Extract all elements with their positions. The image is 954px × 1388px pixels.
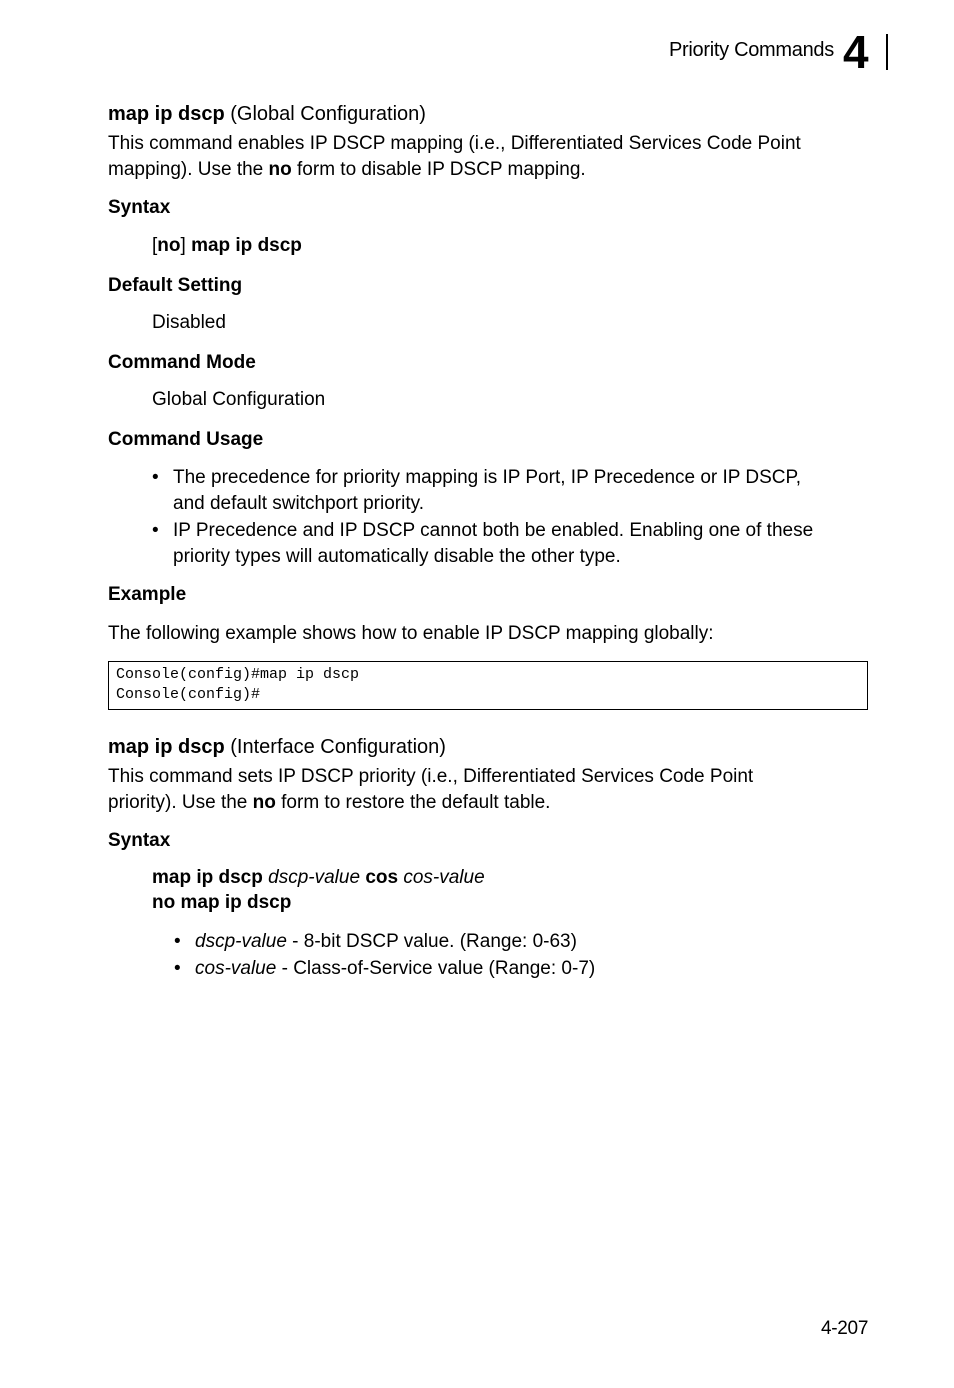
description-line-1: This command sets IP DSCP priority (i.e., Differentiated Services Code Point [108,766,754,787]
command-usage-label: Command Usage [108,429,264,450]
section-heading-global [108,103,426,126]
syntax-label: Syntax [108,830,171,851]
description-line-2: priority). Use the no form to restore the default table. [108,791,551,813]
usage-item-line: and default switchport priority. [173,492,424,514]
code-line: Console(config)# [116,686,261,703]
parameter-description: - 8-bit DSCP value. (Range: 0-63) [286,931,577,952]
parameter-list-item [174,929,874,955]
parameter-description: - Class-of-Service value (Range: 0-7) [276,958,596,979]
usage-item-line: priority types will automatically disable the other type. [173,545,621,567]
running-header-title: Priority Commands [669,39,834,61]
usage-item-line: The precedence for priority mapping is IP Port, IP Precedence or IP DSCP, [173,467,802,488]
heading-command: map ip dscp [108,736,225,758]
example-label: Example [108,584,187,605]
section-description-global [108,131,888,182]
parameter-name: cos-value [195,958,277,979]
page-number: 4-207 [821,1318,869,1339]
bullet-glyph: • [152,520,159,541]
chapter-divider [886,34,888,70]
section-description-interface [108,764,888,815]
code-example-box [108,661,868,710]
usage-list-item [152,518,872,570]
parameter-list-item [174,956,874,982]
bullet-glyph: • [152,467,159,488]
bullet-glyph: • [174,931,181,952]
command-mode-label: Command Mode [108,352,256,373]
heading-mode: (Global Configuration) [230,103,426,125]
bullet-glyph: • [174,958,181,979]
heading-command: map ip dscp [108,103,225,125]
default-setting-value: Disabled [152,312,226,333]
default-setting-label: Default Setting [108,275,243,296]
description-line-1: This command enables IP DSCP mapping (i.e., Differentiated Services Code Point [108,133,801,154]
syntax-line: [no] map ip dscp [152,235,302,256]
parameter-name: dscp-value [195,931,287,952]
description-line-2: mapping). Use the no form to disable IP DSCP mapping. [108,158,586,180]
example-description: The following example shows how to enable IP DSCP mapping globally: [108,623,714,644]
chapter-number: 4 [843,26,869,78]
syntax-label: Syntax [108,197,171,218]
usage-list-item [152,465,872,517]
section-heading-interface [108,736,446,759]
code-line: Console(config)#map ip dscp [116,666,360,683]
usage-item-line: IP Precedence and IP DSCP cannot both be enabled. Enabling one of these [173,520,814,541]
syntax-line-2: no map ip dscp [152,892,292,913]
command-mode-value: Global Configuration [152,389,326,410]
heading-mode: (Interface Configuration) [230,736,446,758]
syntax-line-1: map ip dscp dscp-value cos cos-value [152,867,485,888]
